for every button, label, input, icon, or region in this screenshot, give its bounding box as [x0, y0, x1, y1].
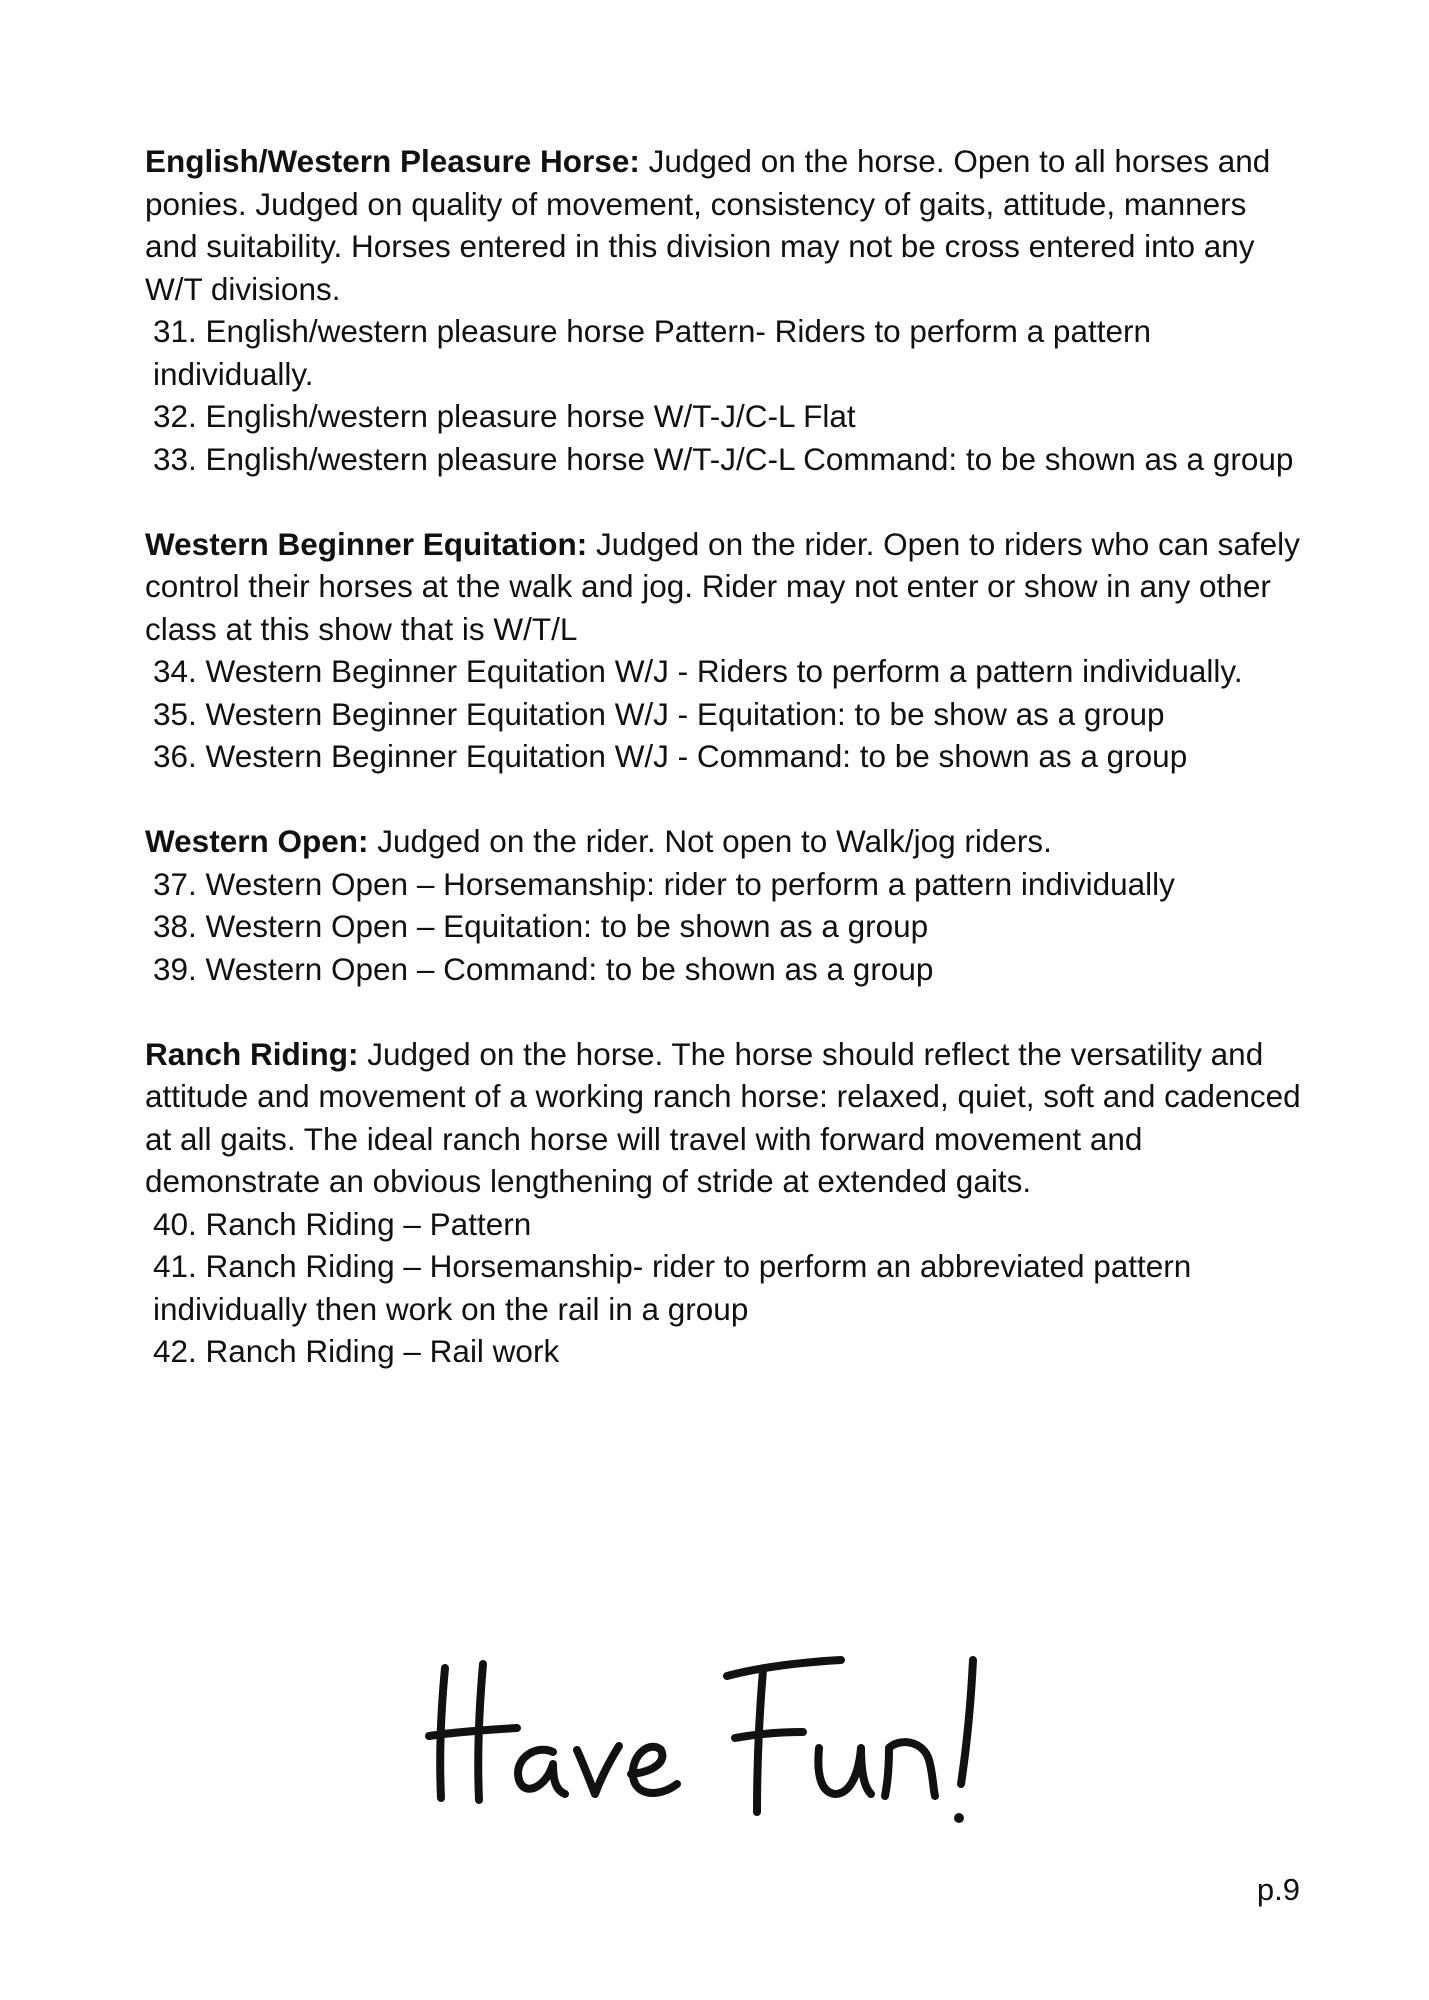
class-list — [145, 140, 1305, 1415]
class-item: 38. Western Open – Equitation: to be shown as a group — [153, 908, 929, 944]
section-intro — [145, 1033, 1305, 1203]
section-western-beginner-equitation — [145, 523, 1305, 778]
section-heading: Ranch Riding: — [145, 1035, 359, 1072]
class-item: 36. Western Beginner Equitation W/J - Command: to be shown as a group — [153, 738, 1188, 774]
section-western-open — [145, 820, 1305, 990]
class-item: 37. Western Open – Horsemanship: rider to perform a pattern individually — [153, 865, 1175, 902]
page-number: p.9 — [1256, 1872, 1300, 1907]
class-item: 40. Ranch Riding – Pattern — [153, 1205, 532, 1242]
class-item: 35. Western Beginner Equitation W/J - Equitation: to be show as a group — [153, 695, 1165, 732]
class-item: 41. Ranch Riding – Horsemanship- rider to perform an abbreviated pattern individually then work on the rail in a group — [153, 1248, 1192, 1327]
section-description: Judged on the rider. Open to riders who can safely control their horses at the walk and jog. Rider may not enter or show in any other class at this show that is W/T/L — [145, 525, 1300, 647]
class-item: 34. Western Beginner Equitation W/J - Riders to perform a pattern individually. — [153, 653, 1243, 689]
have-fun-script-lettering — [405, 1640, 1025, 1840]
class-item: 39. Western Open – Command: to be shown as a group — [153, 950, 934, 987]
class-item: 33. English/western pleasure horse W/T-J/C-L Command: to be shown as a group — [153, 440, 1294, 477]
section-heading: Western Open: — [145, 823, 369, 859]
section-description: Judged on the horse. Open to all horses and ponies. Judged on quality of movement, consistency of gaits, attitude, manners and suitability. Horses entered in this division may not be cross entered into any W/T divisions. — [145, 143, 1271, 307]
have-fun-signoff — [0, 1640, 1429, 1840]
class-item: 31. English/western pleasure horse Pattern- Riders to perform a pattern individually. — [153, 313, 1152, 392]
class-item: 42. Ranch Riding – Rail work — [153, 1333, 560, 1369]
section-english-western-pleasure-horse — [145, 140, 1305, 480]
section-intro — [145, 140, 1305, 310]
section-heading: English/Western Pleasure Horse: — [145, 143, 640, 179]
section-intro — [145, 820, 1305, 863]
section-intro — [145, 523, 1305, 651]
section-description: Judged on the horse. The horse should reflect the versatility and attitude and movement of a working ranch horse: relaxed, quiet, soft and cadenced at all gaits. The ideal ranch horse will travel with forward movement and demonstrate an obvious lengthening of stride at extended gaits. — [145, 1035, 1301, 1199]
section-heading: Western Beginner Equitation: — [145, 525, 588, 562]
section-description: Judged on the rider. Not open to Walk/jog riders. — [368, 823, 1052, 859]
class-item: 32. English/western pleasure horse W/T-J/C-L Flat — [153, 398, 856, 434]
section-ranch-riding — [145, 1033, 1305, 1373]
